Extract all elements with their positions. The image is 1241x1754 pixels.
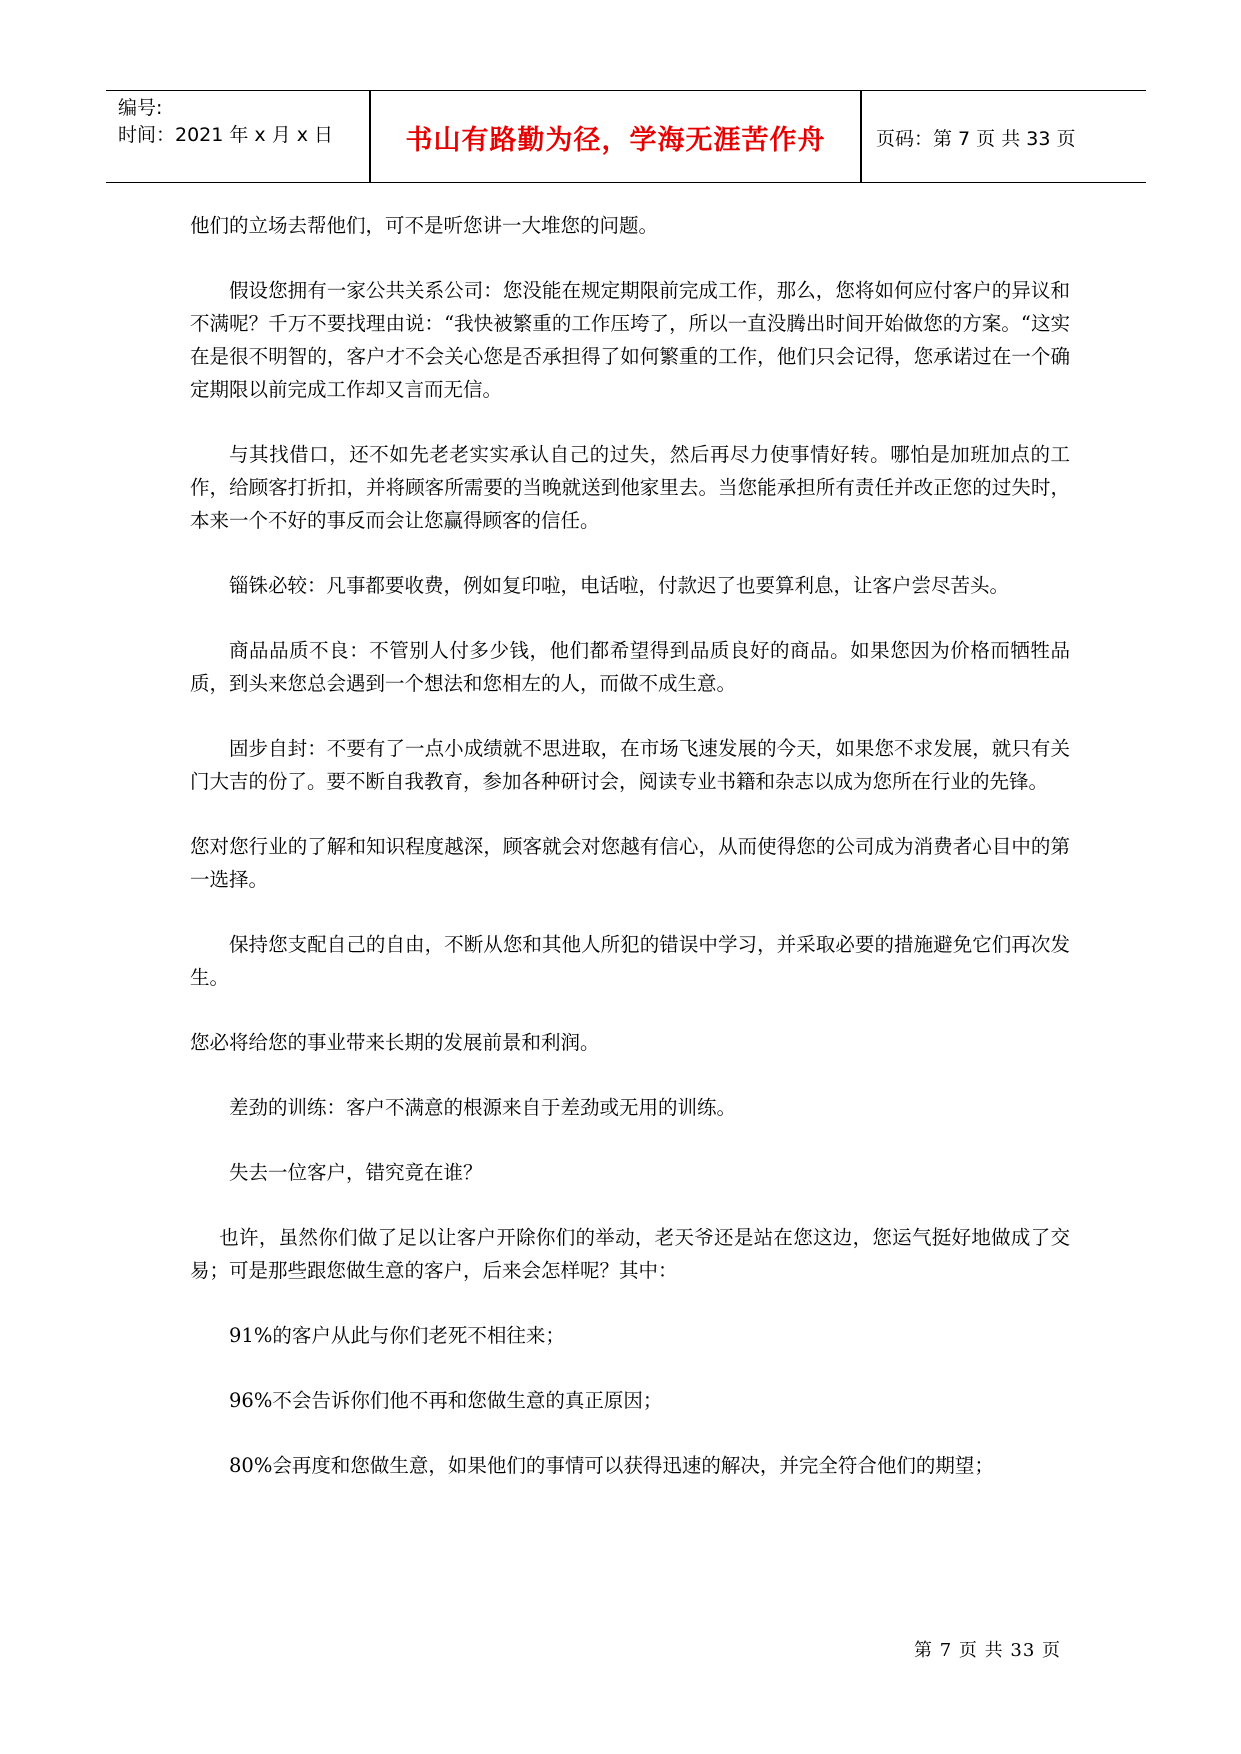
paragraph: 失去一位客户，错究竟在谁？	[229, 1161, 483, 1184]
document-body	[190, 209, 1070, 1514]
paragraph: 商品品质不良：不管别人付多少钱，他们都希望得到品质良好的商品。如果您因为价格而牺牲品质，到头来您总会遇到一个想法和您相左的人，而做不成生意。	[190, 639, 1070, 695]
header-page-code: 页码：第 7 页 共 33 页	[876, 128, 1076, 150]
page-header	[106, 90, 1146, 183]
paragraph: 他们的立场去帮他们，可不是听您讲一大堆您的问题。	[190, 214, 659, 237]
paragraph: 假设您拥有一家公共关系公司：您没能在规定期限前完成工作，那么，您将如何应付客户的异议和不满呢？千万不要找理由说：“我快被繁重的工作压垮了，所以一直没腾出时间开始做您的方案。“这实在是很不明智的，客户才不会关心您是否承担得了如何繁重的工作，他们只会记得，您承诺过在一个确定期限以前完成工作却又言而无信。	[190, 279, 1070, 401]
header-motto: 书山有路勤为径，学海无涯苦作舟	[405, 125, 826, 156]
paragraph: 91%的客户从此与你们老死不相往来；	[229, 1324, 565, 1347]
paragraph: 差劲的训练：客户不满意的根源来自于差劲或无用的训练。	[229, 1096, 737, 1119]
paragraph: 96%不会告诉你们他不再和您做生意的真正原因；	[229, 1389, 663, 1412]
header-divider	[860, 91, 862, 182]
paragraph: 您必将给您的事业带来长期的发展前景和利润。	[190, 1031, 600, 1054]
header-meta	[118, 95, 358, 149]
paragraph: 与其找借口，还不如先老老实实承认自己的过失，然后再尽力使事情好转。哪怕是加班加点的工作，给顾客打折扣，并将顾客所需要的当晚就送到他家里去。当您能承担所有责任并改正您的过失时，本来一个不好的事反而会让您赢得顾客的信任。	[190, 443, 1070, 532]
document-number-label: 编号:	[118, 97, 163, 119]
page-footer: 第 7 页 共 33 页	[914, 1640, 1061, 1661]
paragraph: 也许，虽然你们做了足以让客户开除你们的举动，老天爷还是站在您这边，您运气挺好地做成了交易；可是那些跟您做生意的客户，后来会怎样呢？其中：	[190, 1226, 1070, 1282]
paragraph: 锱铢必较：凡事都要收费，例如复印啦，电话啦，付款迟了也要算利息，让客户尝尽苦头。	[229, 574, 1010, 597]
paragraph: 固步自封：不要有了一点小成绩就不思进取，在市场飞速发展的今天，如果您不求发展，就只有关门大吉的份了。要不断自我教育，参加各种研讨会，阅读专业书籍和杂志以成为您所在行业的先锋。	[190, 737, 1070, 793]
document-time: 时间：2021 年 x 月 x 日	[118, 124, 334, 146]
paragraph: 80%会再度和您做生意，如果他们的事情可以获得迅速的解决，并完全符合他们的期望；	[229, 1454, 994, 1477]
paragraph: 您对您行业的了解和知识程度越深，顾客就会对您越有信心，从而使得您的公司成为消费者心目中的第一选择。	[190, 835, 1070, 891]
paragraph: 保持您支配自己的自由，不断从您和其他人所犯的错误中学习，并采取必要的措施避免它们再次发生。	[190, 933, 1070, 989]
